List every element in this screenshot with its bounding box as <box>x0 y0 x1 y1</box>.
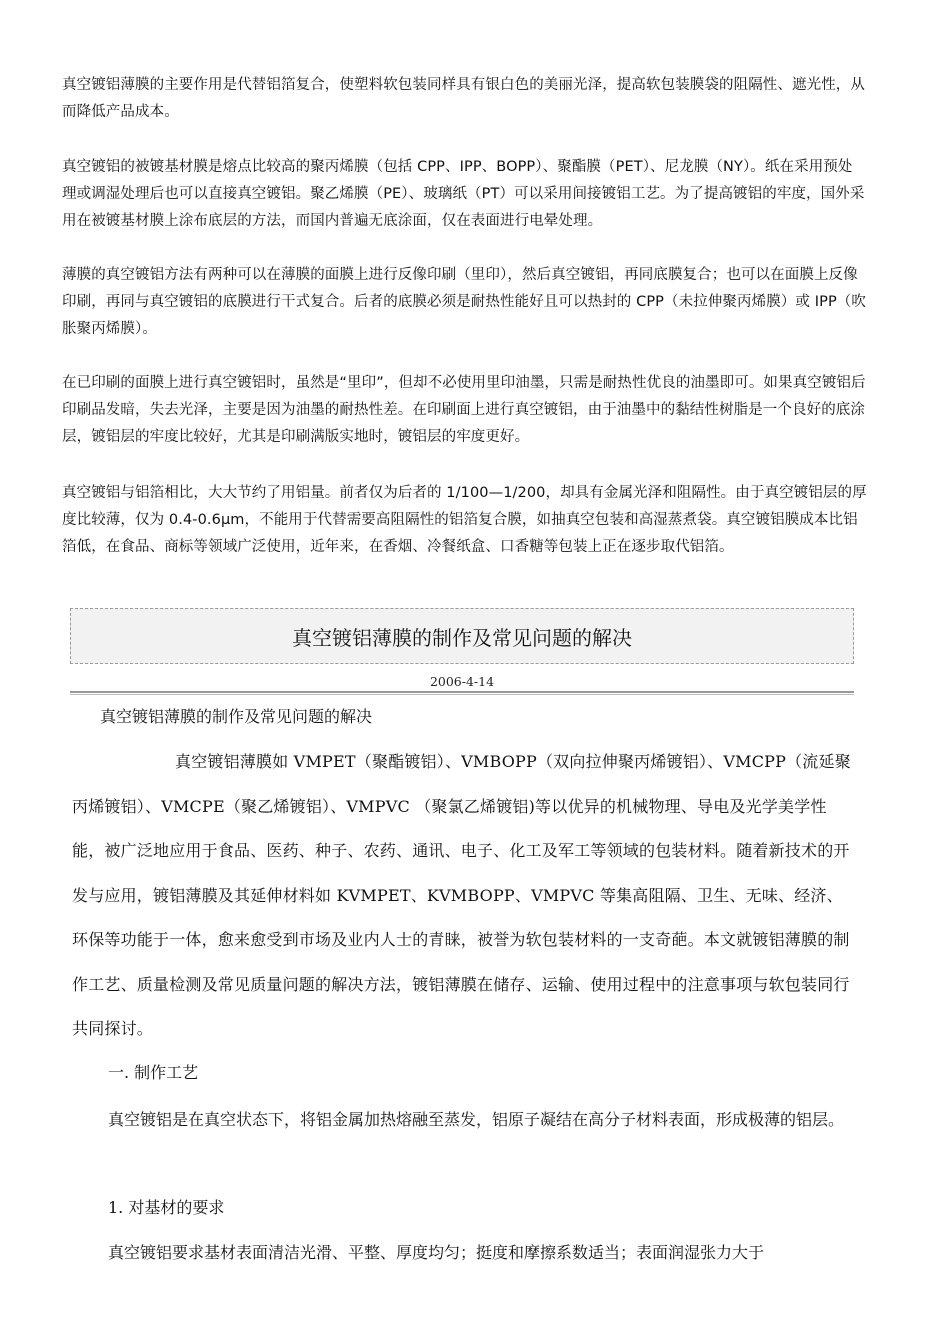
intro-paragraph: 薄膜的真空镀铝方法有两种可以在薄膜的面膜上进行反像印刷（里印），然后真空镀铝，再同底膜复合；也可以在面膜上反像印刷，再同与真空镀铝的底膜进行干式复合。后者的底膜必须是耐热性能好且可以热封的 CPP（未拉伸聚丙烯膜）或 IPP（吹胀聚丙烯膜）。 <box>62 267 866 337</box>
subsection-paragraph: 真空镀铝要求基材表面清洁光滑、平整、厚度均匀；挺度和摩擦系数适当；表面润湿张力大于 <box>108 1243 765 1262</box>
divider <box>70 691 854 693</box>
article-date: 2006-4-14 <box>429 674 495 689</box>
intro-paragraph: 真空镀铝的被镀基材膜是熔点比较高的聚丙烯膜（包括 CPP、IPP、BOPP）、聚酯膜（PET）、尼龙膜（NY）。纸在采用预处理或调湿处理后也可以直接真空镀铝。聚乙烯膜（PE）、玻璃纸（PT）可以采用间接镀铝工艺。为了提高镀铝的牢度，国外采用在被镀基材膜上涂布底层的方法，而国内普遍无底涂面，仅在表面进行电晕处理。 <box>62 159 865 229</box>
article-title: 真空镀铝薄膜的制作及常见问题的解决 <box>292 625 632 650</box>
section-heading: 一. 制作工艺 <box>108 1063 199 1082</box>
intro-paragraph: 在已印刷的面膜上进行真空镀铝时，虽然是“里印”，但却不必使用里印油墨，只需是耐热性优良的油墨即可。如果真空镀铝后印刷品发暗，失去光泽，主要是因为油墨的耐热性差。在印刷面上进行真空镀铝，由于油墨中的黏结性树脂是一个良好的底涂层，镀铝层的牢度比较好，尤其是印刷满版实地时，镀铝层的牢度更好。 <box>62 375 866 445</box>
section-paragraph: 真空镀铝是在真空状态下，将铝金属加热熔融至蒸发，铝原子凝结在高分子材料表面，形成极薄的铝层。 <box>108 1110 845 1129</box>
intro-paragraph: 真空镀铝与铝箔相比，大大节约了用铝量。前者仅为后者的 1/100—1/200，却具有金属光泽和阻隔性。由于真空镀铝层的厚度比较薄，仅为 0.4-0.6μm，不能用于代替需要高阻隔性的铝箔复合膜，如抽真空包装和高湿蒸煮袋。真空镀铝膜成本比铝箔低，在食品、商标等领域广泛使用，近年来，在香烟、冷餐纸盒、口香糖等包装上正在逐步取代铝箔。 <box>62 485 867 555</box>
subsection-heading: 1. 对基材的要求 <box>108 1198 225 1217</box>
article-title-box <box>70 608 854 664</box>
article-subtitle: 真空镀铝薄膜的制作及常见问题的解决 <box>100 707 373 726</box>
intro-paragraph: 真空镀铝薄膜的主要作用是代替铝箔复合，使塑料软包装同样具有银白色的美丽光泽，提高软包装膜袋的阻隔性、遮光性，从而降低产品成本。 <box>62 77 865 120</box>
article-intro-paragraph: 真空镀铝薄膜如 VMPET（聚酯镀铝）、VMBOPP（双向拉伸聚丙烯镀铝）、VMCPP（流延聚丙烯镀铝）、VMCPE（聚乙烯镀铝）、VMPVC （聚氯乙烯镀铝)等以优异的机械物理、导电及光学美学性能，被广泛地应用于食品、医药、种子、农药、通讯、电子、化工及军工等领域的包装材料。随着新技术的开发与应用，镀铝薄膜及其延伸材料如 KVMPET、KVMBOPP、VMPVC 等集高阻隔、卫生、无味、经济、环保等功能于一体，愈来愈受到市场及业内人士的青睐，被誉为软包装材料的一支奇葩。本文就镀铝薄膜的制作工艺、质量检测及常见质量问题的解决方法，镀铝薄膜在储存、运输、使用过程中的注意事项与软包装同行共同探讨。 <box>72 752 851 1038</box>
divider <box>70 694 854 695</box>
